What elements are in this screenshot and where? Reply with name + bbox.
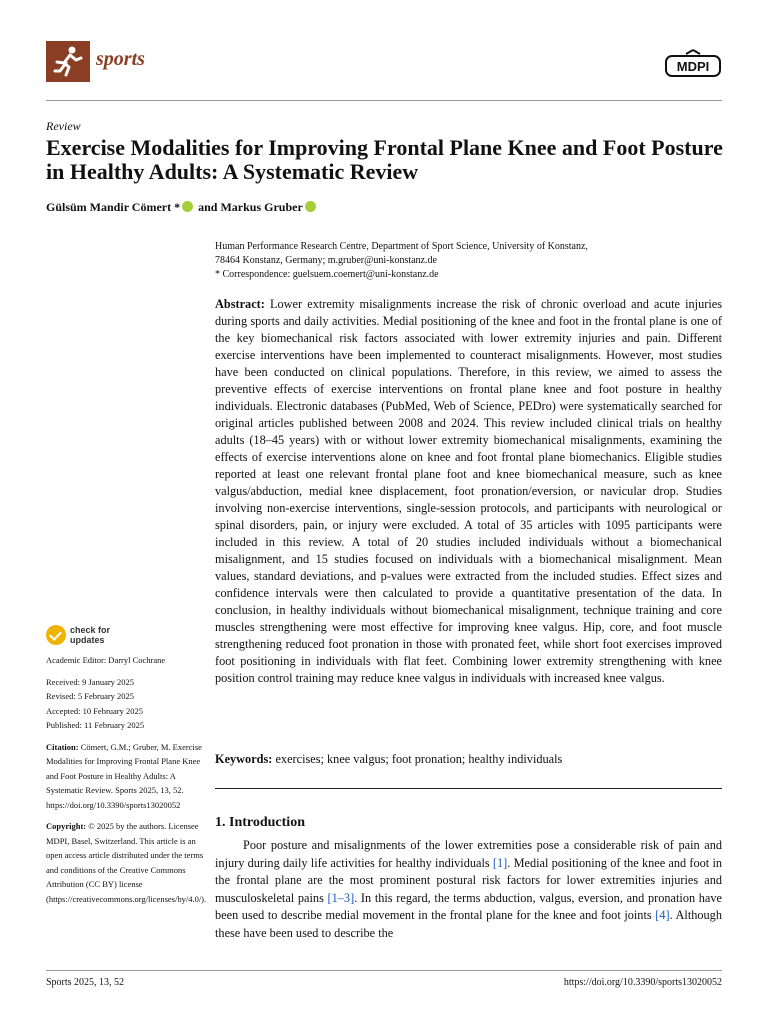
keywords bbox=[215, 752, 722, 767]
affiliation-line: 78464 Konstanz, Germany; m.gruber@uni-konstanz.de bbox=[215, 255, 437, 266]
intro-paragraph bbox=[215, 837, 722, 942]
academic-editor: Academic Editor: Darryl Cochrane bbox=[46, 655, 166, 665]
published-date: Published: 11 February 2025 bbox=[46, 720, 145, 730]
article-sidebar bbox=[46, 625, 207, 906]
intro-text: . In this regard, the terms abduction, valgus, eversion, and pronation have been used to describe medial movement in the frontal plane for the knee and foot joints bbox=[215, 890, 722, 922]
affiliation bbox=[215, 240, 715, 282]
publisher-name: MDPI bbox=[676, 59, 710, 74]
section-divider bbox=[215, 788, 722, 789]
orcid-icon[interactable] bbox=[182, 201, 193, 212]
citation-link[interactable]: [4] bbox=[655, 908, 670, 922]
check-label: check for bbox=[70, 625, 111, 635]
footer-doi[interactable]: https://doi.org/10.3390/sports13020052 bbox=[563, 977, 722, 988]
journal-name: sports bbox=[96, 48, 145, 70]
keywords-text: exercises; knee valgus; foot pronation; healthy individuals bbox=[275, 752, 563, 766]
author-1[interactable]: Gülsüm Mandir Cömert * bbox=[46, 200, 181, 214]
author-2[interactable]: and Markus Gruber bbox=[198, 200, 303, 214]
runner-icon bbox=[46, 41, 90, 82]
section-heading: 1. Introduction bbox=[215, 815, 305, 830]
citation-link[interactable]: [1] bbox=[492, 855, 508, 870]
article-type: Review bbox=[46, 119, 81, 133]
copyright-label: Copyright: bbox=[46, 821, 87, 831]
footer-citation: Sports 2025, 13, 52 bbox=[46, 977, 125, 988]
copyright-block bbox=[46, 819, 207, 906]
received-date: Received: 9 January 2025 bbox=[46, 676, 135, 687]
intro-text: Poor posture and misalignments of the lower extremities pose a considerable risk of pain and injury during daily life activities for healthy individuals bbox=[215, 838, 722, 870]
intro-text: . Although these have been used to describe the bbox=[215, 908, 722, 940]
copyright-text: © 2025 by the authors. Licensee MDPI, Basel, Switzerland. This article is an open access article distributed under the terms and conditions of the Creative Commons Attribution (CC BY) license (https://creativecommons.org/licenses/by/4.0/). bbox=[46, 821, 207, 904]
keywords-label: Keywords: bbox=[215, 752, 273, 766]
affiliation-line: Human Performance Research Centre, Department of Sport Science, University of Konstanz, bbox=[215, 241, 588, 252]
abstract bbox=[215, 296, 722, 687]
citation-label: Citation: bbox=[46, 741, 79, 752]
citation-text: Cömert, G.M.; Gruber, M. Exercise Modalities for Improving Frontal Plane Knee and Foot Posture in Healthy Adults: A Systematic Review. Sports 2025, 13, 52. https://doi.org/10.3390/sports13020052 bbox=[46, 741, 202, 810]
abstract-text: Lower extremity misalignments increase the risk of chronic overload and acute injuries during sports and daily activities. Medial positioning of the knee and foot in the frontal plane is one of the key biomechanical risk factors associated with lower extremity injuries and pain. Different exercise interventions have been implemented to counteract misalignments. However, most studies have been conducted on clinical populations. Therefore, in this review, we aimed to assess the preventive effects of exercise interventions on frontal plane knee and foot posture in healthy individuals. Electronic databases (PubMed, Web of Science, PEDro) were systematically searched for original articles published between 2008 and 2024. This review included clinical trials on healthy adults (18–45 years) with or without lower extremity biomechanical misalignments, examining the effects of exercise interventions alone on knee and foot frontal plane biomechanics. Eligible studies reported at least one relevant frontal plane foot and knee biomechanical measure, such as knee valgus/abduction, medial knee displacement, foot pronation/eversion, or navicular drop. Studies involving non-exercise interventions, single-session protocols, and participants with neurological or spinal disorders, pain, or injury were excluded. A total of 35 articles with 1095 participants were included in this review. A total of 20 studies included individuals without a biomechanical misalignment, and 15 studies focused on individuals with a biomechanical misalignment. Mean values, standard deviations, and p-values were extracted from the included studies. Effect sizes and confidence intervals were then calculated to provide a quantitative presentation of the data. In conclusion, in healthy individuals without biomechanical misalignment, technique training and core muscles strengthening were most effective for improving knee valgus. Hip, core, and foot muscle strengthening reduced foot pronation in those with pronated feet, while short foot exercises improved foot positioning in individuals with flat feet. Combining lower extremity strengthening with knee position control training may reduce knee valgus in individuals with increased knee valgus. bbox=[215, 297, 722, 685]
check-for-updates-badge[interactable] bbox=[46, 625, 204, 645]
author-list bbox=[46, 200, 318, 215]
revised-date: Revised: 5 February 2025 bbox=[46, 691, 135, 701]
correspondence: * Correspondence: guelsuem.coemert@uni-konstanz.de bbox=[215, 269, 439, 280]
updates-label: updates bbox=[70, 635, 105, 645]
journal-logo bbox=[46, 41, 90, 82]
accepted-date: Accepted: 10 February 2025 bbox=[46, 705, 144, 716]
footer-rule bbox=[46, 970, 722, 971]
citation-block bbox=[46, 740, 204, 813]
article-title: Exercise Modalities for Improving Frontal Plane Knee and Foot Posture in Healthy Adults: A Systematic Review bbox=[46, 135, 723, 184]
check-icon bbox=[46, 625, 66, 645]
orcid-icon[interactable] bbox=[305, 201, 316, 212]
citation-link[interactable]: [1–3] bbox=[327, 890, 355, 905]
header-rule bbox=[46, 100, 722, 101]
mdpi-logo bbox=[664, 48, 722, 81]
abstract-label: Abstract: bbox=[215, 297, 265, 311]
intro-text: . Medial positioning of the knee and foot in the frontal plane are the most prominent postural risk factors for lower extremities injuries and musculoskeletal pains bbox=[215, 855, 723, 905]
